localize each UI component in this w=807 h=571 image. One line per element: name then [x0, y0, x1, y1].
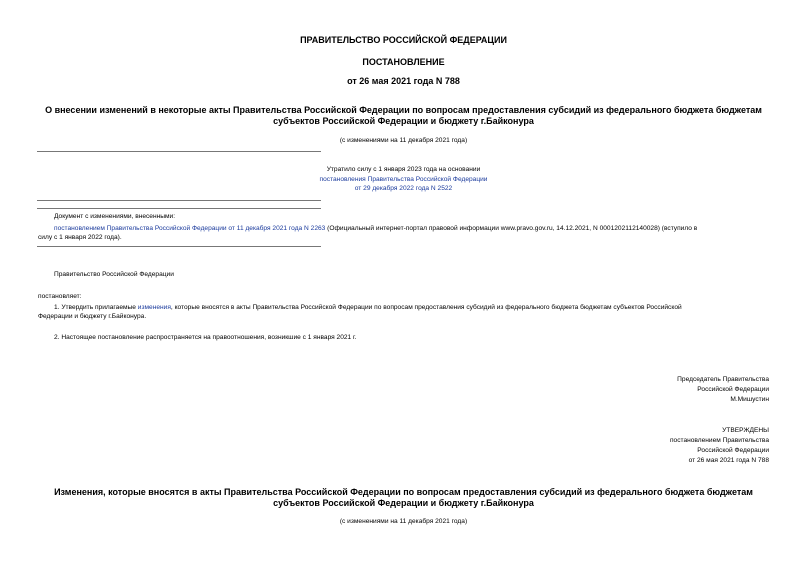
approved-title: УТВЕРЖДЕНЫ [722, 427, 769, 434]
document-title-line: субъектов Российской Федерации и бюджету г.Байконура [273, 116, 534, 126]
divider [37, 246, 321, 247]
changes-title [0, 487, 807, 509]
lost-force-text: Утратило силу с 1 января 2023 года на основании [326, 166, 481, 173]
item-1-line2: Федерации и бюджету г.Байконура. [38, 313, 147, 320]
divider [37, 200, 321, 201]
approved-block [670, 426, 769, 466]
approved-line: постановлением Правительства [669, 437, 769, 444]
resolves-label: постановляет: [38, 293, 82, 300]
revision-note: (с изменениями на 11 декабря 2021 года) [339, 137, 468, 144]
doc-type-heading: ПОСТАНОВЛЕНИЕ [362, 57, 445, 67]
signature-name: М.Мишустин [730, 396, 769, 403]
amendments-block [54, 212, 769, 234]
changes-title-line: субъектов Российской Федерации и бюджету г.Байконура [273, 498, 534, 508]
changes-link[interactable]: изменения [137, 304, 171, 311]
amendments-line2: силу с 1 января 2022 года). [38, 234, 122, 241]
amendments-text: постановлением Правительства Российской Федерации от 11 декабря 2021 года N 2263 (Официальный интернет-портал правовой информации www.pravo.gov.ru, 14.12.2021, N 0001202112140028) (вступило в [54, 225, 698, 232]
date-number-heading: от 26 мая 2021 года N 788 [347, 76, 460, 86]
divider [37, 208, 321, 209]
changes-revision-note: (с изменениями на 11 декабря 2021 года) [339, 518, 468, 525]
item-2: 2. Настоящее постановление распространяется на правоотношения, возникшие с 1 января 2021 г. [54, 334, 357, 341]
approved-line: от 26 мая 2021 года N 788 [688, 457, 769, 464]
amendments-intro: Документ с изменениями, внесенными: [54, 213, 176, 220]
government-label: Правительство Российской Федерации [54, 271, 174, 278]
document-title-line: О внесении изменений в некоторые акты Правительства Российской Федерации по вопросам предоставления субсидий из федерального бюджета бюджетам [45, 105, 762, 115]
document-title [0, 105, 807, 127]
lost-force-note [0, 165, 807, 194]
amendment-link[interactable]: постановлением Правительства Российской Федерации от 11 декабря 2021 года N 2263 [54, 225, 326, 232]
signature-block [677, 375, 769, 405]
approved-line: Российской Федерации [697, 447, 769, 454]
lost-force-link-date[interactable]: от 29 декабря 2022 года N 2522 [354, 185, 453, 192]
lost-force-link[interactable]: постановления Правительства Российской Федерации [319, 175, 488, 183]
org-heading: ПРАВИТЕЛЬСТВО РОССИЙСКОЙ ФЕДЕРАЦИИ [300, 35, 507, 45]
changes-title-line: Изменения, которые вносятся в акты Правительства Российской Федерации по вопросам предоставления субсидий из федерального бюджета бюджетам [54, 487, 753, 497]
item-1: 1. Утвердить прилагаемые изменения, которые вносятся в акты Правительства Российской Федерации по вопросам предоставления субсидий из федерального бюджета бюджетам субъектов Российской [54, 304, 682, 311]
signature-position-2: Российской Федерации [697, 386, 769, 393]
divider [37, 151, 321, 152]
signature-position: Председатель Правительства [677, 376, 769, 383]
